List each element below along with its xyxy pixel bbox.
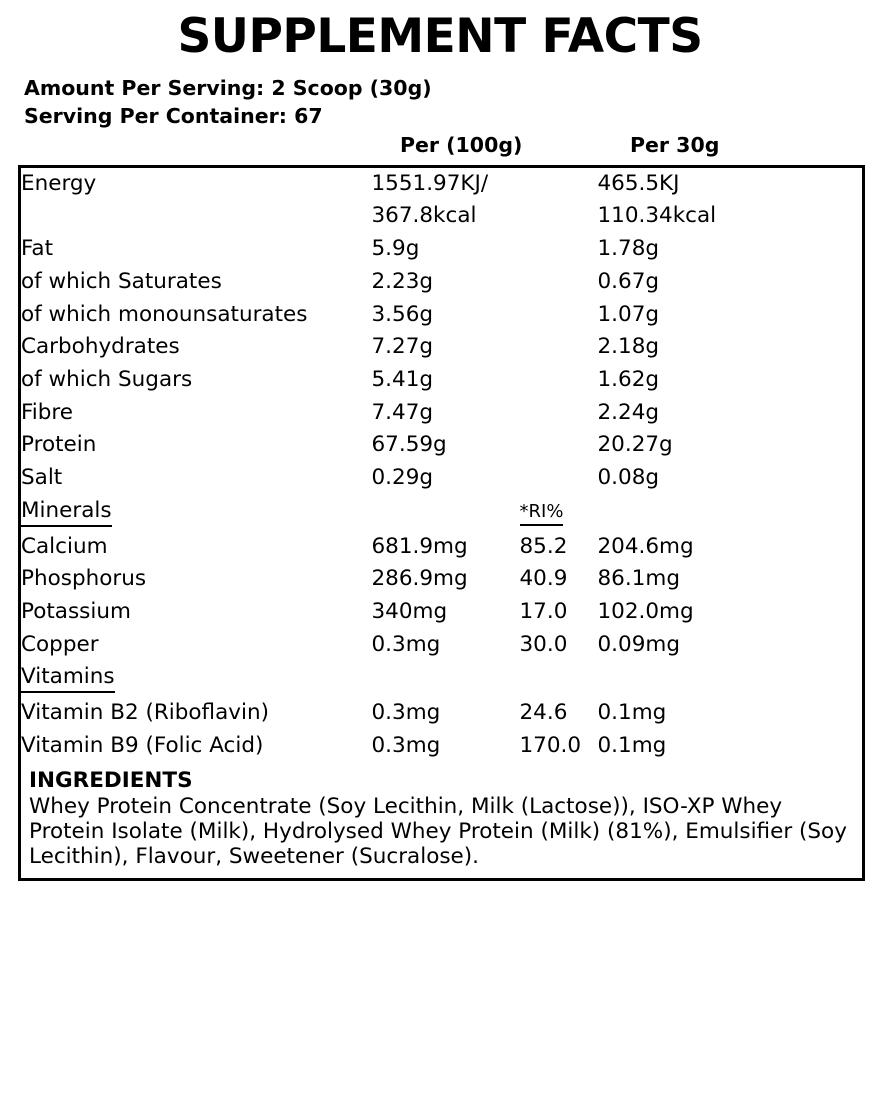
row-per100: 67.59g [371, 432, 447, 458]
row-label: Fibre [21, 399, 74, 425]
row-ri: 30.0 [519, 631, 568, 657]
row-ri [520, 200, 598, 233]
row-per30: 0.09mg [597, 631, 680, 657]
row-per30: 86.1mg [597, 566, 680, 592]
row-label: Vitamin B2 (Riboflavin) [21, 700, 269, 726]
vitamins-heading: Vitamins [20, 661, 372, 697]
page-title: SUPPLEMENT FACTS [177, 9, 703, 64]
vitamins-heading-spacer3 [598, 661, 864, 697]
amount-per-serving: Amount Per Serving: 2 Scoop (30g) [24, 76, 432, 101]
row-ri [520, 233, 598, 266]
minerals-heading-row [20, 495, 864, 531]
row-per30: 465.5KJ [597, 170, 680, 196]
row-per100: 2.23g [371, 268, 434, 294]
row-per30: 102.0mg [597, 599, 694, 625]
row-ri [520, 331, 598, 364]
row-per100: 1551.97KJ/ [371, 170, 489, 196]
row-label: Protein [21, 432, 97, 458]
row-per30: 1.07g [597, 301, 660, 327]
row-per30: 204.6mg [597, 533, 694, 559]
row-ri [520, 462, 598, 495]
table-row [20, 166, 864, 200]
row-per100: 7.47g [371, 399, 434, 425]
vitamins-heading-spacer2 [520, 661, 598, 697]
row-label: Phosphorus [21, 566, 147, 592]
row-label: Carbohydrates [21, 334, 180, 360]
row-label: Salt [21, 465, 63, 491]
row-per100: 340mg [371, 599, 448, 625]
ingredients-heading: INGREDIENTS [29, 767, 193, 793]
row-per30: 1.62g [597, 367, 660, 392]
table-row [20, 364, 864, 397]
minerals-heading-spacer2 [598, 495, 864, 531]
row-per100: 0.3mg [371, 700, 441, 726]
row-ri [520, 266, 598, 299]
row-ri [520, 429, 598, 462]
row-ri: 170.0 [519, 732, 582, 758]
table-row [20, 531, 864, 564]
row-ri: 40.9 [519, 566, 568, 592]
row-label: Potassium [21, 599, 131, 625]
row-per30: 20.27g [597, 432, 673, 458]
row-label: of which monounsaturates [21, 301, 308, 327]
column-header-per-100g: Per (100g) [400, 132, 523, 157]
row-per100: 3.56g [371, 301, 434, 327]
ingredients-text: Whey Protein Concentrate (Soy Lecithin, Milk (Lactose)), ISO-XP Whey Protein Isolate (Milk), Hydrolysed Whey Protein (Milk) (81%), Emulsifier (Soy Lecithin), Flavour, Sweetener (Sucralose). [29, 794, 847, 869]
row-ri [520, 166, 598, 200]
table-row [20, 200, 864, 233]
row-ri: 85.2 [519, 533, 568, 559]
minerals-heading: Minerals [20, 495, 372, 531]
table-row [20, 462, 864, 495]
row-per100: 5.9g [371, 236, 420, 262]
row-ri [520, 299, 598, 332]
row-per100: 0.3mg [371, 732, 441, 758]
row-per100: 0.29g [371, 465, 434, 491]
row-ri: 24.6 [519, 700, 568, 726]
table-row [20, 233, 864, 266]
row-label: of which Sugars [21, 367, 193, 392]
serving-per-container: Serving Per Container: 67 [24, 104, 323, 129]
row-per100: 7.27g [371, 334, 434, 360]
minerals-heading-spacer [372, 495, 520, 531]
table-row [20, 563, 864, 596]
table-row [20, 730, 864, 763]
table-row [20, 596, 864, 629]
row-per30: 0.67g [597, 268, 660, 294]
row-per30: 1.78g [597, 236, 660, 262]
table-row [20, 429, 864, 462]
row-ri [520, 397, 598, 430]
table-row [20, 299, 864, 332]
table-row [20, 629, 864, 662]
nutrition-table [18, 165, 865, 881]
row-per100: 367.8kcal [371, 203, 477, 229]
row-per30: 0.1mg [597, 732, 667, 758]
row-per100: 286.9mg [371, 566, 468, 592]
column-header-per-30g: Per 30g [630, 132, 720, 157]
row-per100: 681.9mg [371, 533, 468, 559]
row-per100: 0.3mg [371, 631, 441, 657]
ingredients-body-row [20, 795, 864, 879]
column-headers [18, 133, 862, 163]
table-row [20, 266, 864, 299]
row-ri [520, 364, 598, 397]
row-label: Energy [21, 170, 97, 196]
ri-column-header: *RI% [520, 495, 598, 531]
row-per30: 0.1mg [597, 700, 667, 726]
supplement-facts-panel [0, 9, 880, 1120]
row-label: Fat [21, 236, 53, 262]
row-per30: 2.18g [597, 334, 660, 360]
table-row [20, 331, 864, 364]
row-per30: 110.34kcal [597, 203, 717, 229]
row-label: Calcium [21, 533, 108, 559]
row-label: Vitamin B9 (Folic Acid) [21, 732, 264, 758]
table-row [20, 397, 864, 430]
row-label [20, 200, 372, 233]
vitamins-heading-spacer [372, 661, 520, 697]
row-label: of which Saturates [21, 268, 222, 294]
row-label: Copper [21, 631, 99, 657]
row-per30: 0.08g [597, 465, 660, 491]
vitamins-heading-row [20, 661, 864, 697]
row-ri: 17.0 [519, 599, 568, 625]
row-per100: 5.41g [371, 367, 434, 392]
row-per30: 2.24g [597, 399, 660, 425]
ingredients-heading-row [20, 763, 864, 796]
table-row [20, 697, 864, 730]
